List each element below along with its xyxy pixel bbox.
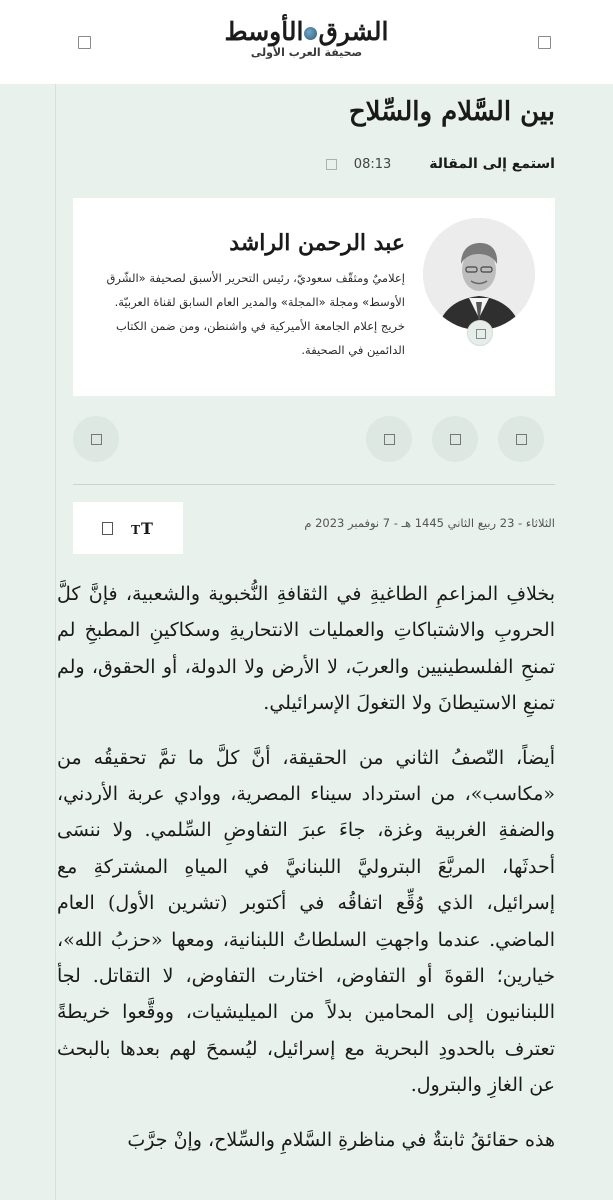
globe-icon xyxy=(304,27,317,40)
section-divider xyxy=(73,484,555,485)
text-size-toggle[interactable]: TT xyxy=(131,518,154,538)
paragraph: أيضاً، النّصفُ الثاني من الحقيقة، أنَّ كلَّ ما تمَّ تحقيقُه من «مكاسب»، من استرداد سيناء المصرية، ووادي عربة الأردني، والضفةِ الغربية وغزة، جاءَ عبرَ التفاوضِ السِّلمي. ولا ننسَى أحدثَها، المربَّعَ البتروليَّ اللبنانيَّ في المياهِ المشتركةِ مع إسرائيل، الذي وُقِّع اتفاقُه في أكتوبر (تشرين الأول) العام الماضي. عندما واجهتِ السلطاتُ اللبنانية، ومعها «حزبُ الله»، خيارين؛ القوةَ أو التفاوض، اختارت التفاوض، لا التقاتل. لجأ اللبنانيون إلى المحامين بدلاً من الميليشيات، ووقَّعوا خريطةً تعترف بالحدودِ البحرية مع إسرائيل، ليُسمحَ لهم بعدها بالبحث عن الغازِ والبترول. xyxy=(57,746,555,1097)
author-avatar[interactable] xyxy=(423,218,535,330)
paragraph: بخلافِ المزاعمِ الطاغيةِ في الثقافةِ النُّخبوية والشعبية، فإنَّ كلَّ الحروبِ والاشتباكاتِ والعمليات الانتحاريةِ وسكاكينِ المطبخِ لم تمنحِ الفلسطينيين والعربَ، لا الأرض ولا الدولة، أو الحقوق، ولم تمنعِ الاستيطانَ ولا التغولَ الإسرائيلي. xyxy=(57,583,555,715)
listen-bar[interactable] xyxy=(326,152,555,176)
article-body xyxy=(57,576,555,1176)
share-button-3[interactable] xyxy=(498,416,544,462)
play-icon[interactable] xyxy=(326,159,337,170)
site-logo[interactable] xyxy=(0,18,613,60)
share-button-2[interactable] xyxy=(432,416,478,462)
logo-wordmark: الشرقالأوسط xyxy=(224,17,389,46)
listen-label: استمع إلى المقالة xyxy=(429,156,555,172)
author-name[interactable]: عبد الرحمن الراشد xyxy=(229,230,405,256)
publish-date: الثلاثاء - 23 ربيع الثاني 1445 هـ - 7 نوفمبر 2023 م xyxy=(304,516,555,530)
divider xyxy=(55,84,56,1200)
paragraph: هذه حقائقُ ثابتةٌ في مناظرةِ السَّلامِ والسِّلاح، وإنْ جرَّبَ xyxy=(127,1128,555,1151)
top-bar xyxy=(0,0,613,84)
author-badge-icon[interactable] xyxy=(467,320,493,346)
logo-tagline: صحيفة العرب الأولى xyxy=(250,46,363,59)
listen-duration: 08:13 xyxy=(353,156,392,172)
bookmark-button[interactable] xyxy=(73,416,119,462)
author-portrait xyxy=(423,218,535,330)
author-card[interactable] xyxy=(73,198,555,396)
author-bio: إعلاميٌ ومثقّف سعوديّ، رئيس التحرير الأسبق لصحيفة «الشّرق الأوسط» ومجلة «المجلة» والمدير العام السابق لقناة العربيّة. خريج إعلام الجامعة الأميركية في واشنطن، ومن ضمن الكتاب الدائمين في الصحيفة. xyxy=(106,271,405,357)
print-icon[interactable] xyxy=(102,522,113,535)
font-size-control[interactable] xyxy=(73,502,183,554)
article-title: بين السَّلام والسِّلاح xyxy=(348,97,555,127)
share-button-1[interactable] xyxy=(366,416,412,462)
